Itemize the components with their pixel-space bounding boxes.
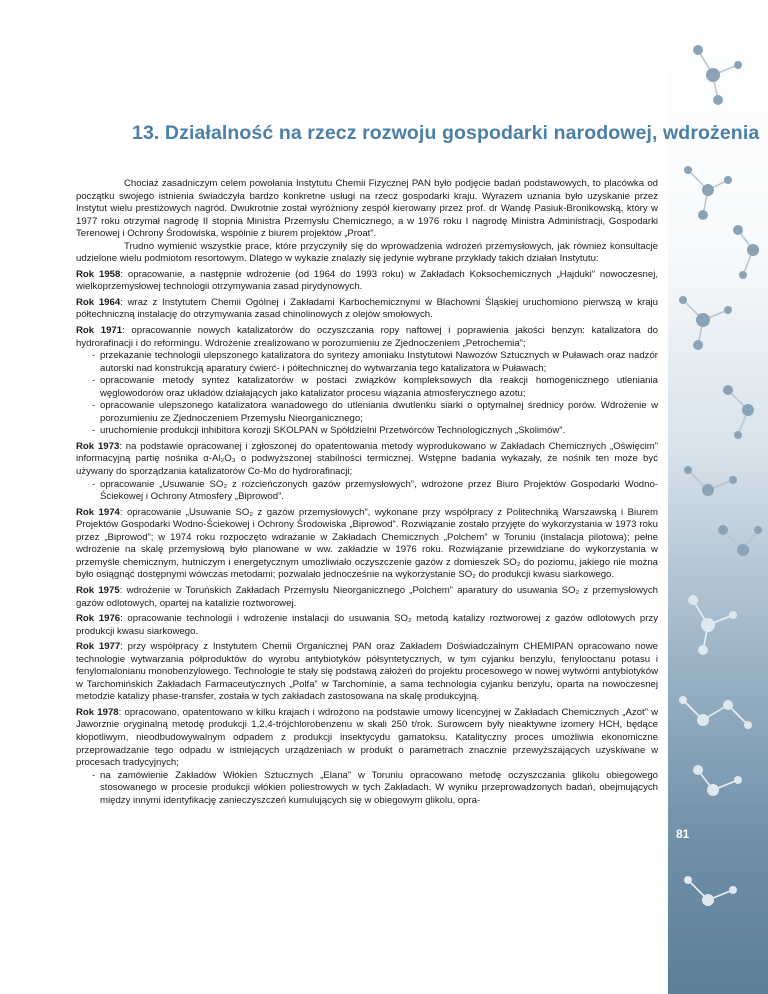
page-number: 81 [676,827,690,841]
year-entry [76,641,658,704]
entry-text: : przy współpracy z Instytutem Chemii Organicznej PAN oraz Zakładem Doświadczalnym CHEMIPAN opracowano nowe technologie wytwarzania półproduktów do wyrobu antybiotyków półsyntetycznych, w tym cyjanku benzylu, fenylooctanu potasu i fenylomalonianu monobenzylowego. Technologie te stały się podstawą założeń do projektu procesowego w nowej wytwórni antybiotyków w Tarchomińskich Zakładach Farmaceutycznych „Polfa” w Tarchominie, a sama technologia cyjanku benzylu, oparta na nowoczesnej metodzie katalizy phase-transfer, została w tych zakładach zastosowana na skalę produkcyjną. [76,641,658,703]
entry-year: Rok 1976 [76,613,121,625]
entry-list [76,770,658,808]
year-entry [76,269,658,294]
entry-year: Rok 1974 [76,506,120,518]
entry-year: Rok 1975 [76,584,120,596]
year-entry [76,585,658,610]
intro-paragraph: Trudno wymienić wszystkie prace, które przyczyniły się do wprowadzenia wdrożeń przemysłowych, jak również konsultacje udzielone wielu podmiotom resortowym. Dlatego w wykazie znalazły się jedynie wybrane przykłady takich działań Instytutu: [76,240,658,265]
entry-year: Rok 1973 [76,440,120,452]
entry-list [76,479,658,504]
entry-text: : opracowanie „Usuwanie SO₂ z gazów przemysłowych”, wykonane przy współpracy z Politechniką Warszawską i Biurem Projektów Gospodarki Wodno-Ściekowej i Ochrony Środowiska „Biprowod”. Rozwiązanie zostało przyjęte do wykorzystania w 1973 roku przez „Biprowod”; w 1974 roku rozpoczęto wdrażanie w Zakładach Chemicznych „Polchem” w Toruniu (instalacja pilotowa); pełne wdrożenie na skalę przemysłową było planowane w ww. zakładzie w 1976 roku. Rozwiązanie przewidziane do wykorzystania w przemyśle chemicznym, hutniczym i energetycznym umożliwiało oczyszczenie gazów z domieszek SO₂ do poziomu, jakiego nie można było osiągnąć dostępnymi wówczas metodami; pozwalało jednocześnie na wykorzystanie SO₂ do produkcji kwasu siarkowego. [76,506,658,581]
molecule-sidebar [668,0,768,994]
year-entry [76,613,658,638]
entry-text: : opracowanie technologii i wdrożenie instalacji do usuwania SO₂ metodą katalizy roztworowej z gazów odlotowych przy produkcji kwasu siarkowego. [76,613,659,637]
list-item: - przekazanie technologii ulepszonego katalizatora do syntezy amoniaku Instytutowi Nawozów Sztucznych w Puławach oraz nadzór autorski nad konstrukcją aparatury ćwierć- i półtechnicznej do wytwarzania tego katalizatora w Puławach; [92,350,658,375]
entry-year: Rok 1978 [76,706,119,718]
entry-year: Rok 1958 [76,268,121,280]
year-entry [76,707,658,770]
year-entry [76,507,658,582]
page-title: 13. Działalność na rzecz rozwoju gospodarki narodowej, wdrożenia [132,122,760,144]
entry-text: : opracowanie, a następnie wdrożenie (od 1964 do 1993 roku) w Zakładach Koksochemicznych „Hajduki” nowoczesnej, wielkoprzemysłowej technologii otrzymywania zasad pirydynowych. [76,268,658,293]
entry-year: Rok 1977 [76,641,121,653]
molecule-decoration-icon [668,0,768,994]
year-entry [76,325,658,350]
intro-paragraph: Chociaż zasadniczym celem powołania Instytutu Chemii Fizycznej PAN było podjęcie badań podstawowych, to placówka od początku swojego istnienia świadczyła bardzo konkretne usługi na rzecz gospodarki kraju. Wyrazem uznania było uzyskanie przez Instytut wielu prestiżowych nagród. Dwukrotnie został wyróżniony zespół kierowany przez prof. dr Wandę Pasiuk-Bronikowską, który w 1977 roku otrzymał nagrodę II stopnia Ministra Przemysłu Chemicznego, a w 1976 roku I nagrodę Ministra Administracji, Gospodarki Terenowej i Ochrony Środowiska, wspólnie z biurem projektów „Proat”. [76,178,658,240]
list-item: - uruchomienie produkcji inhibitora korozji SKOLPAN w Spółdzielni Przetwórców Technologicznych „Skolimów”. [92,425,658,438]
year-entry [76,441,658,479]
entry-year: Rok 1964 [76,296,121,308]
entry-list [76,350,658,438]
list-item: - na zamówienie Zakładów Włókien Sztucznych „Elana” w Toruniu opracowano metodę oczyszczania glikolu obiegowego stosowanego w procesie produkcji włókien poliestrowych w tych Zakładach. W wyniku przeprowadzonych badań, obejmujących między innymi identyfikację zanieczyszczeń kumulujących się w obiegowym glikolu, opra- [92,770,658,808]
entry-text: : na podstawie opracowanej i zgłoszonej do opatentowania metody wyprodukowano w Zakładach Chemicznych „Oświęcim” informacyjną partię nośnika α-Al₂O₃ o podwyższonej stabilności termicznej. Wstępne badania wykazały, że nośnik ten może być używany do sporządzania katalizatorów Co-Mo do hydrorafinacji; [76,440,658,478]
entry-text: : wraz z Instytutem Chemii Ogólnej i Zakładami Karbochemicznymi w Blachowni Śląskiej uruchomiono pierwszą w kraju półtechniczną instalację do otrzymywania zasad chinolinowych z olejów smołowych. [76,296,658,321]
entry-text: : wdrożenie w Toruńskich Zakładach Przemysłu Nieorganicznego „Polchem” aparatury do usuwania SO₂ z przemysłowych gazów odlotowych, opartej na katalizie roztworowej. [76,584,658,609]
document-body [76,178,658,807]
entry-text: : opracowano, opatentowano w kilku krajach i wdrożono na podstawie umowy licencyjnej w Zakładach Chemicznych „Azot” w Jaworznie oryginalną metodę produkcji 1,2,4-trójchlorobenzenu w skali 250 t/rok. Surowcem były nieaktywne izomery HCH, będące kłopotliwym, nieodbudowywalnym odpadem z produkcji insektycydu gamatoksu. Katalityczny proces umożliwia ekonomiczne przeprowadzanie tego odpadu w istniejących urządzeniach w produkt o parametrach znacznie przewyższających uzyskiwane w procesach tradycyjnych; [76,706,659,769]
year-entry [76,297,658,322]
list-item: - opracowanie ulepszonego katalizatora wanadowego do utleniania dwutlenku siarki o optymalnej średnicy porów. Wdrożenie w porozumieniu ze Zjednoczeniem Przemysłu Nieorganicznego; [92,400,658,425]
list-item: - opracowanie „Usuwanie SO₂ z rozcieńczonych gazów przemysłowych”, wdrożone przez Biuro Projektów Gospodarki Wodno-Ściekowej i Ochrony Atmosfery „Biprowod”. [92,479,658,504]
list-item: - opracowanie metody syntez katalizatorów w postaci związków kompleksowych dla reakcji homogenicznego utleniania węglowodorów oraz układów działających jako katalizator procesu wiązania atmosferycznego azotu; [92,375,658,400]
entry-year: Rok 1971 [76,325,123,337]
entry-text: : opracowannie nowych katalizatorów do oczyszczania ropy naftowej i poprawienia jakości benzyn: katalizatora do hydrorafinacji i do reformingu. Wdrożenie zrealizowano w porozumieniu ze Zjednoczeniem „Petrochemia”; [76,325,658,349]
